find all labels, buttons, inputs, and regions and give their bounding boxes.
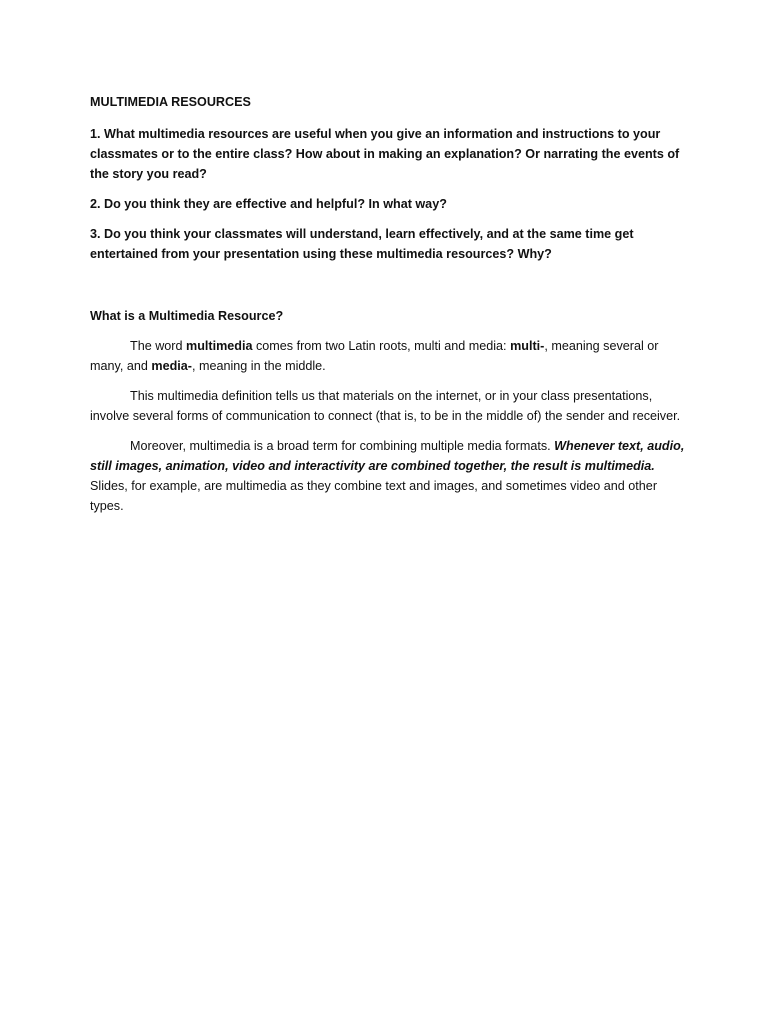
term-media: media- — [151, 359, 192, 373]
paragraph-text: Moreover, multimedia is a broad term for combining multiple media formats. — [130, 439, 555, 453]
question-1: 1. What multimedia resources are useful when you give an information and instructions to your classmates or to the entire class? How about in making an explanation? Or narrating the events of the story you read? — [90, 127, 680, 181]
section-heading: What is a Multimedia Resource? — [90, 309, 284, 323]
paragraph-moreover — [90, 436, 690, 516]
paragraph-definition: This multimedia definition tells us that materials on the internet, or in your class presentations, involve several forms of communication to connect (that is, to be in the middle of) the sender and receiver. — [90, 389, 681, 423]
document-title: MULTIMEDIA RESOURCES — [90, 95, 251, 109]
question-3: 3. Do you think your classmates will understand, learn effectively, and at the same time get entertained from your presentation using these multimedia resources? Why? — [90, 227, 634, 261]
paragraph-text: Slides, for example, are multimedia as they combine text and images, and sometimes video and other types. — [90, 479, 658, 513]
term-multi: multi- — [510, 339, 545, 353]
emphasis-definition: Whenever text, audio, still images, animation, video and interactivity are combined together, the result is multimedia. — [90, 439, 685, 473]
paragraph-text: , meaning several or many, and — [90, 339, 659, 373]
question-2: 2. Do you think they are effective and helpful? In what way? — [90, 197, 447, 211]
paragraph-text: comes from two Latin roots, multi and media: — [252, 339, 511, 353]
paragraph-etymology — [90, 336, 690, 376]
paragraph-text: The word — [130, 339, 186, 353]
term-multimedia: multimedia — [186, 339, 253, 353]
document-page — [90, 92, 690, 516]
paragraph-text: , meaning in the middle. — [191, 359, 326, 373]
